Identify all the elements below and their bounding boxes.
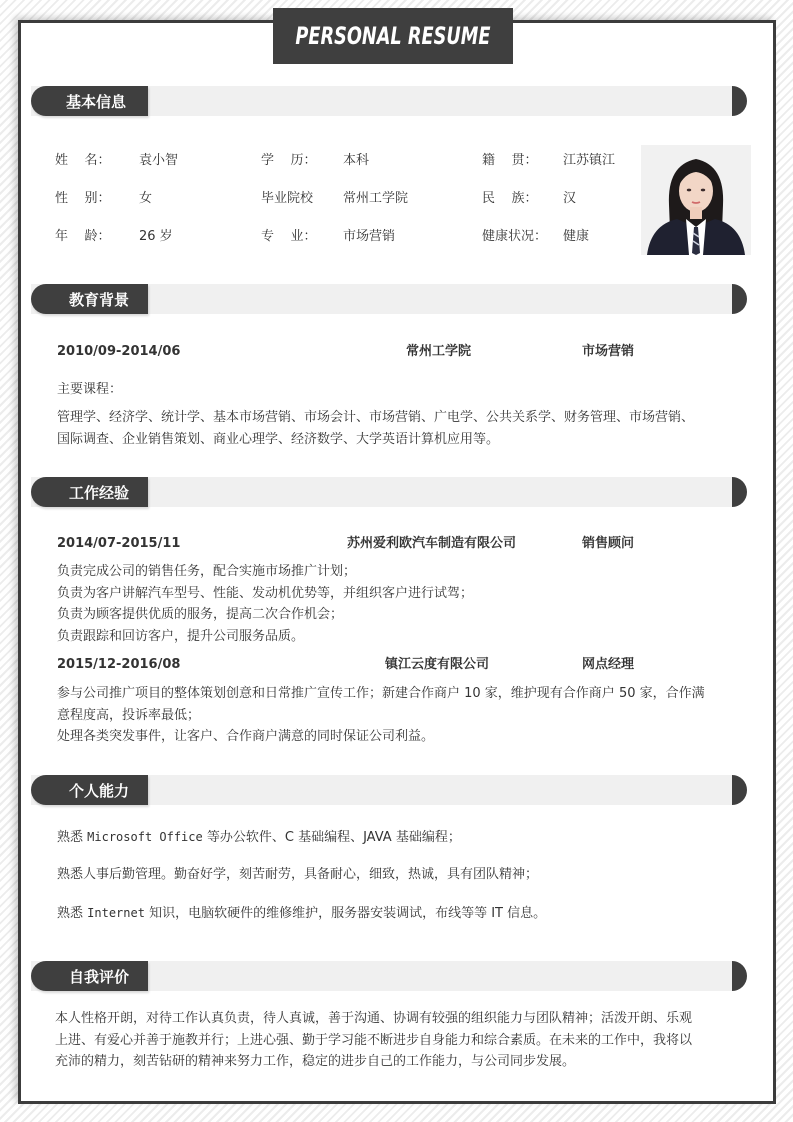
skill-text: 熟悉 <box>57 906 88 921</box>
work-company: 苏州爱利欧汽车制造有限公司 <box>347 536 517 551</box>
health-label: 健康状况： <box>482 229 548 244</box>
self-eval-line: 充沛的精力，刻苦钻研的精神来努力工作，稳定的进步自己的工作能力，与公司同步发展。 <box>55 1054 576 1069</box>
courses-label: 主要课程： <box>57 382 123 397</box>
work-duties <box>57 561 747 647</box>
education-major: 市场营销 <box>582 344 635 359</box>
section-title-education: 教育背景 <box>31 284 148 314</box>
section-cap <box>732 284 747 314</box>
section-header-skills <box>31 775 747 805</box>
gender-label: 性 别： <box>55 191 111 206</box>
skill-term: Microsoft Office <box>87 830 203 844</box>
degree-label: 学 历： <box>261 153 317 168</box>
skill-text: 知识，电脑软硬件的维修维护，服务器安装调试，布线等等 IT 信息。 <box>144 906 547 921</box>
section-cap <box>732 961 747 991</box>
section-header-self-eval <box>31 961 747 991</box>
skill-item <box>57 829 461 846</box>
section-title-skills: 个人能力 <box>31 775 148 805</box>
skill-item <box>57 905 546 922</box>
school-label: 毕业院校 <box>261 191 314 206</box>
education-school: 常州工学院 <box>406 344 472 359</box>
duty-line: 负责为顾客提供优质的服务，提高二次合作机会； <box>57 607 344 622</box>
self-eval-text <box>55 1008 745 1073</box>
education-period: 2010/09-2014/06 <box>57 344 181 359</box>
section-cap <box>732 86 747 116</box>
self-eval-line: 本人性格开朗，对待工作认真负责，待人真诚，善于沟通、协调有较强的组织能力与团队精神；活泼开朗、乐观 <box>55 1011 693 1026</box>
portrait-icon <box>641 145 751 255</box>
courses-line: 管理学、经济学、统计学、基本市场营销、市场会计、市场营销、广电学、公共关系学、财务管理、市场营销、 <box>57 410 695 425</box>
section-title-work: 工作经验 <box>31 477 148 507</box>
gender-value: 女 <box>139 191 153 206</box>
duty-line: 负责跟踪和回访客户，提升公司服务品质。 <box>57 628 305 644</box>
duty-line: 意程度高，投诉率最低； <box>57 707 201 723</box>
hometown-value: 江苏镇江 <box>563 153 616 168</box>
duty-line: 参与公司推广项目的整体策划创意和日常推广宣传工作；新建合作商户 10 家，维护现有合作商户 50 家，合作满 <box>57 686 705 701</box>
degree-value: 本科 <box>343 153 370 168</box>
ethnicity-value: 汉 <box>563 191 577 206</box>
duty-line: 负责为客户讲解汽车型号、性能、发动机优势等，并组织客户进行试驾； <box>57 585 474 601</box>
section-title-basic: 基本信息 <box>31 86 148 116</box>
work-period: 2015/12-2016/08 <box>57 657 181 672</box>
resume-title-text: PERSONAL RESUME <box>295 22 491 50</box>
ethnicity-label: 民 族： <box>482 191 538 206</box>
self-eval-line: 上进、有爱心并善于施教并行；上进心强、勤于学习能不断进步自身能力和综合素质。在未来的工作中，我将以 <box>55 1032 693 1048</box>
duty-line: 负责完成公司的销售任务，配合实施市场推广计划； <box>57 564 357 579</box>
age-value: 26 岁 <box>139 229 173 244</box>
age-label: 年 龄： <box>55 229 111 244</box>
major-label: 专 业： <box>261 229 317 244</box>
name-value: 袁小智 <box>139 153 179 168</box>
section-cap <box>732 477 747 507</box>
name-label: 姓 名： <box>55 153 111 168</box>
health-value: 健康 <box>563 229 590 244</box>
skill-text: 熟悉 <box>57 830 88 845</box>
work-company: 镇江云度有限公司 <box>385 657 490 672</box>
section-title-self-eval: 自我评价 <box>31 961 148 991</box>
school-value: 常州工学院 <box>343 191 409 206</box>
section-header-work <box>31 477 747 507</box>
section-header-education <box>31 284 747 314</box>
work-position: 网点经理 <box>582 657 635 672</box>
work-period: 2014/07-2015/11 <box>57 536 181 551</box>
skill-item <box>57 867 538 883</box>
major-value: 市场营销 <box>343 229 396 244</box>
section-cap <box>732 775 747 805</box>
skill-text: 熟悉人事后勤管理。勤奋好学，刻苦耐劳，具备耐心，细致，热诚，具有团队精神； <box>57 867 539 882</box>
duty-line: 处理各类突发事件，让客户、合作商户满意的同时保证公司利益。 <box>57 729 435 744</box>
profile-photo <box>641 145 751 255</box>
section-header-basic <box>31 86 747 116</box>
resume-title <box>273 8 513 64</box>
skill-text: 等办公软件、C 基础编程、JAVA 基础编程； <box>202 830 461 845</box>
courses-list <box>57 407 747 450</box>
hometown-label: 籍 贯： <box>482 153 538 168</box>
skill-term: Internet <box>87 906 145 920</box>
work-position: 销售顾问 <box>582 536 635 551</box>
courses-line: 国际调查、企业销售策划、商业心理学、经济数学、大学英语计算机应用等。 <box>57 431 500 447</box>
work-duties <box>57 683 747 748</box>
